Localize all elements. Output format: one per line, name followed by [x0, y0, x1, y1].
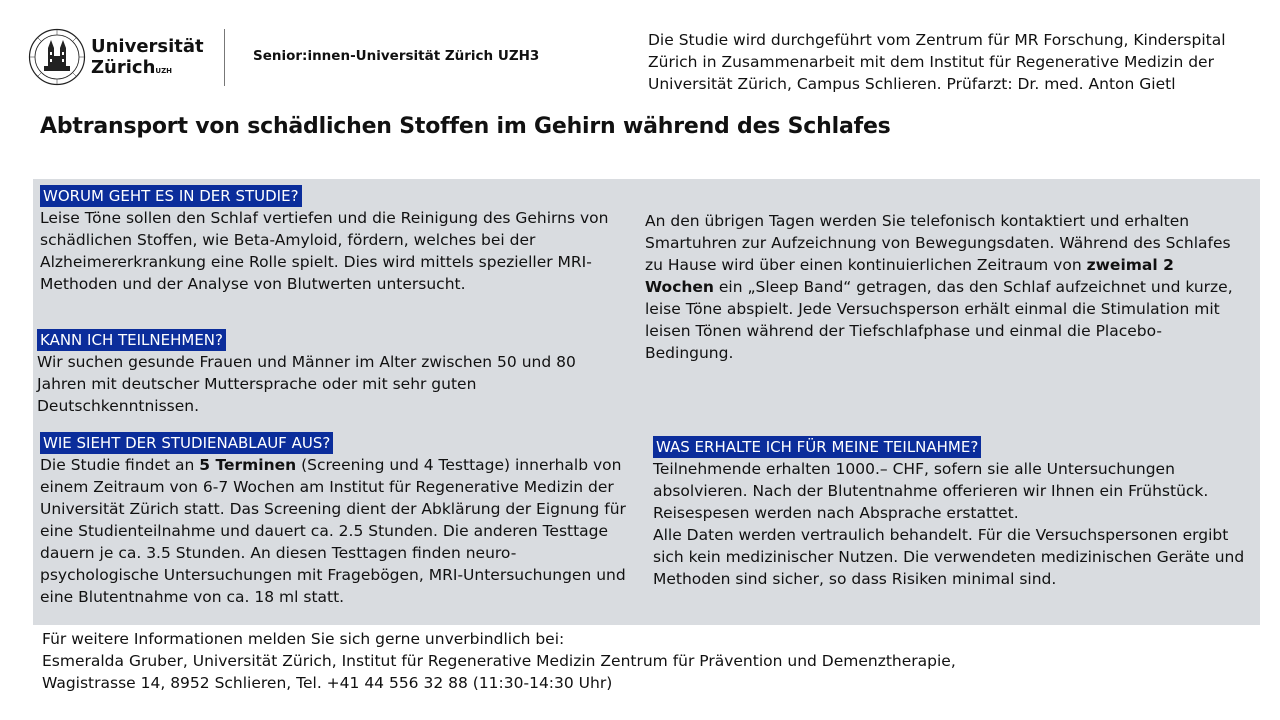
university-line1: Universität	[91, 36, 204, 57]
section-text: Teilnehmende erhalten 1000.– CHF, sofern sie alle Untersuchungen absolvieren. Nach der Blutentnahme offerieren wir Ihnen ein Frühstück. Reisespesen werden nach Absprache erstattet.	[653, 460, 1209, 522]
section-heading: WAS ERHALTE ICH FÜR MEINE TEILNAHME?	[653, 436, 981, 458]
section-teilnehmen	[37, 329, 627, 417]
organization-name: Senior:innen-Universität Zürich UZH3	[253, 48, 540, 64]
section-text-2: Alle Daten werden vertraulich behandelt. Für die Versuchspersonen ergibt sich kein medizinischer Nutzen. Die verwendeten medizinischen Geräte und Methoden sind sicher, so dass Risiken minimal sind.	[653, 526, 1245, 588]
uzh-seal-icon	[28, 28, 86, 86]
section-text: Die Studie findet an 5 Terminen (Screening und 4 Testtage) innerhalb von einem Zeitraum von 6-7 Wochen am Institut für Regenerative Medizin der Universität Zürich statt. Das Screening dient der Abklärung der Eignung für eine Studienteilnahme und dauert ca. 2.5 Stunden. Die anderen Testtage dauern je ca. 3.5 Stunden. An diesen Testtagen finden neuro-psychologische Untersuchungen mit Fragebögen, MRI-Untersuchungen und eine Blutentnahme von ca. 18 ml statt.	[40, 456, 626, 606]
section-ablauf	[40, 432, 635, 608]
page-title: Abtransport von schädlichen Stoffen im Gehirn während des Schlafes	[40, 114, 891, 139]
section-erhalte	[653, 436, 1258, 590]
section-uebrige	[645, 210, 1245, 364]
study-info: Die Studie wird durchgeführt vom Zentrum für MR Forschung, Kinderspital Zürich in Zusammenarbeit mit dem Institut für Regenerative Medizin der Universität Zürich, Campus Schlieren. Prüfarzt: Dr. med. Anton Gietl	[648, 31, 1226, 93]
bold-duration: zweimal 2 Wochen	[645, 256, 1174, 296]
university-line2: Zürich	[91, 57, 156, 78]
section-worum	[40, 185, 615, 295]
section-heading: WIE SIEHT DER STUDIENABLAUF AUS?	[40, 432, 333, 454]
uzh-logo	[28, 28, 228, 88]
bold-terms: 5 Terminen	[199, 456, 297, 474]
footer-line2: Esmeralda Gruber, Universität Zürich, Institut für Regenerative Medizin Zentrum für Prävention und Demenztherapie,	[42, 652, 956, 670]
footer-line3: Wagistrasse 14, 8952 Schlieren, Tel. +41 44 556 32 88 (11:30-14:30 Uhr)	[42, 674, 613, 692]
section-text: An den übrigen Tagen werden Sie telefonisch kontaktiert und erhalten Smartuhren zur Aufzeichnung von Bewegungsdaten. Während des Schlafes zu Hause wird über einen kontinuierlichen Zeitraum von zweimal 2 Wochen ein „Sleep Band“ getragen, das den Schlaf aufzeichnet und kurze, leise Töne abspielt. Jede Versuchsperson erhält einmal die Stimulation mit leisen Tönen während der Tiefschlafphase und einmal die Placebo-Bedingung.	[645, 212, 1233, 362]
header-divider	[224, 29, 225, 86]
university-name	[91, 36, 204, 78]
section-heading: KANN ICH TEILNEHMEN?	[37, 329, 226, 351]
section-heading: WORUM GEHT ES IN DER STUDIE?	[40, 185, 302, 207]
footer-line1: Für weitere Informationen melden Sie sich gerne unverbindlich bei:	[42, 630, 565, 648]
section-text: Wir suchen gesunde Frauen und Männer im Alter zwischen 50 und 80 Jahren mit deutscher Muttersprache oder mit sehr guten Deutschkenntnissen.	[37, 353, 576, 415]
section-text: Leise Töne sollen den Schlaf vertiefen und die Reinigung des Gehirns von schädlichen Stoffen, wie Beta-Amyloid, fördern, welches bei der Alzheimererkrankung eine Rolle spielt. Dies wird mittels spezieller MRI-Methoden und der Analyse von Blutwerten untersucht.	[40, 209, 609, 293]
university-super: UZH	[155, 67, 173, 75]
contact-footer	[42, 628, 956, 694]
